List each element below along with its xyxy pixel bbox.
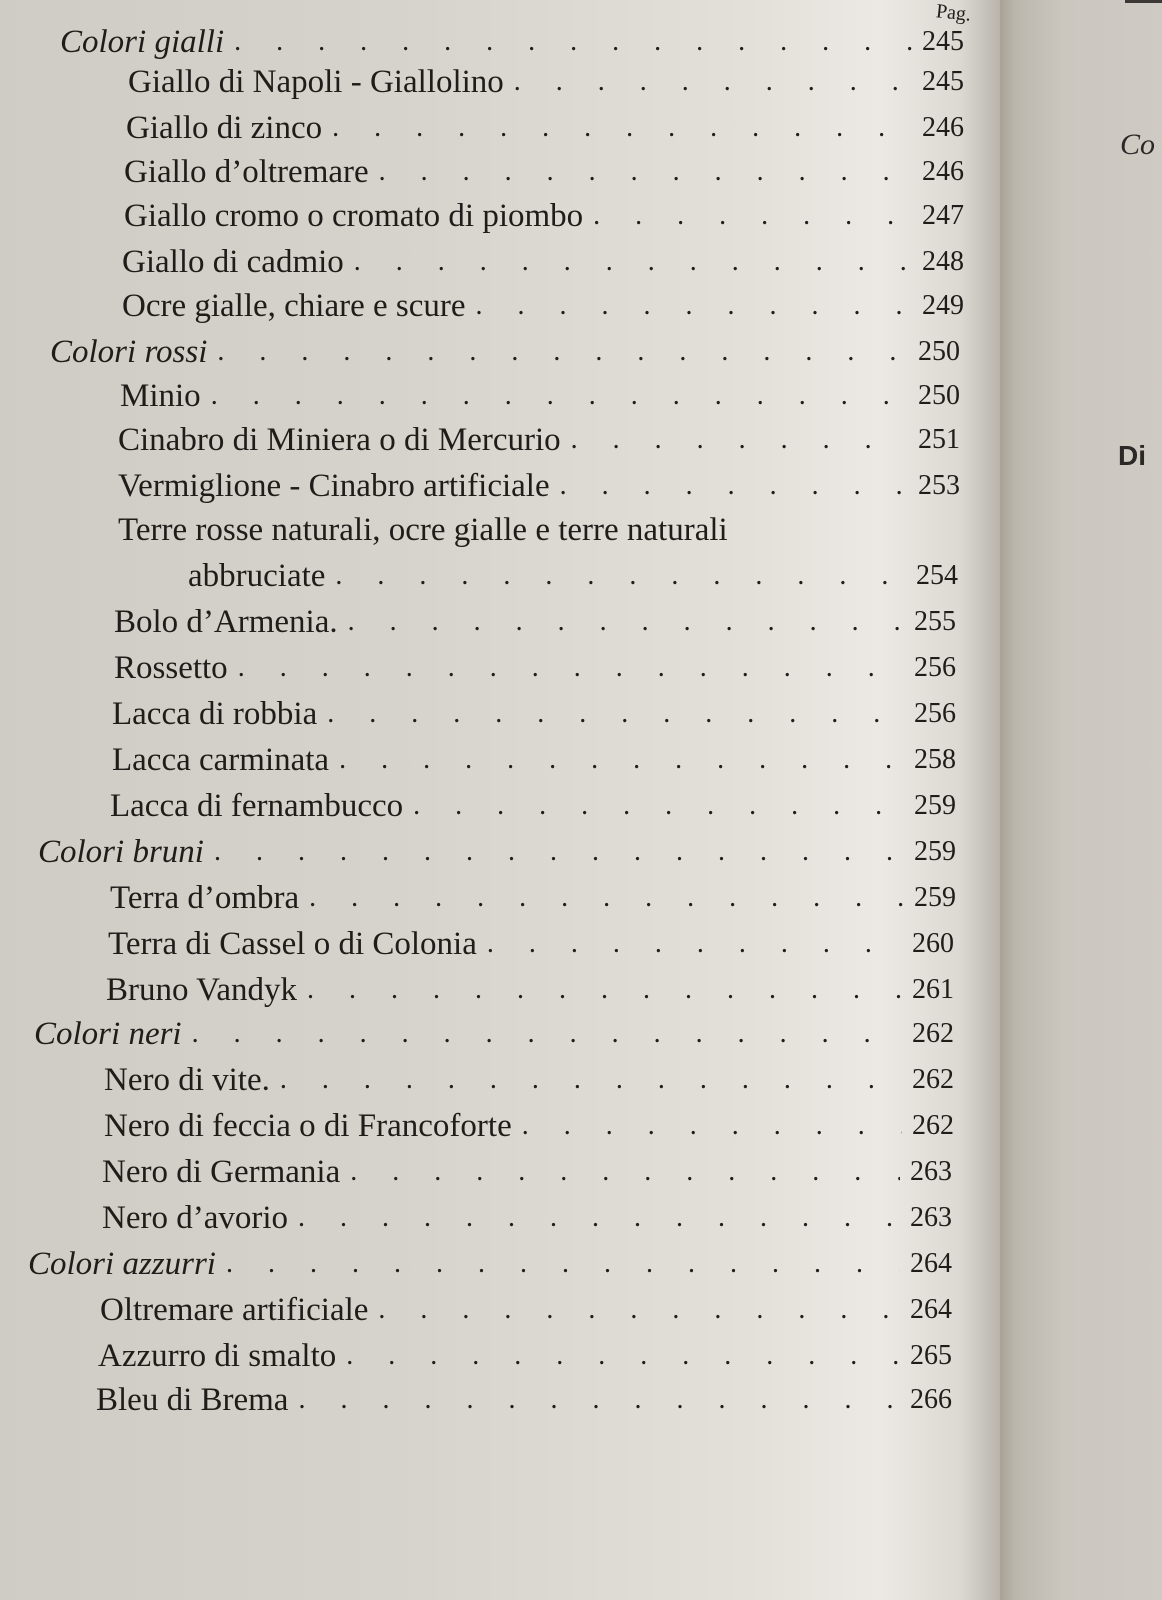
toc-entry-label: Oltremare artificiale [100, 1292, 369, 1328]
facing-page-bold-fragment: Di [1118, 440, 1146, 471]
dot-leader [309, 876, 904, 918]
toc-page-number: 251 [918, 424, 960, 455]
toc-page-number: 262 [912, 1018, 954, 1049]
toc-page-number: 255 [914, 606, 956, 637]
toc-entry-label: Colori bruni [38, 834, 204, 870]
dot-leader [514, 60, 912, 102]
dot-leader [413, 784, 904, 826]
dot-leader [354, 240, 912, 282]
dot-leader [593, 194, 912, 236]
toc-section-entry[interactable] [34, 1014, 964, 1054]
toc-entry-label: Lacca carminata [112, 742, 330, 778]
toc-entry-label: Giallo di Napoli - Giallolino [128, 64, 504, 100]
toc-entry-label: Lacca di fernambucco [110, 788, 404, 824]
toc-page-number: 260 [912, 928, 954, 959]
toc-entry-label: Nero di vite. [104, 1062, 270, 1098]
toc-entry[interactable] [122, 286, 974, 326]
toc-section-entry[interactable] [60, 22, 974, 62]
toc-entry[interactable] [188, 556, 968, 596]
toc-entry-label: Minio [120, 378, 201, 414]
toc-page-number: 254 [916, 560, 958, 591]
dot-leader [327, 692, 904, 734]
dot-leader [280, 1058, 902, 1100]
toc-page-number: 253 [918, 470, 960, 501]
toc-page-number: 246 [922, 156, 964, 187]
toc-entry[interactable] [112, 694, 966, 734]
toc-page-number: 264 [910, 1294, 952, 1325]
toc-entry[interactable] [126, 108, 974, 148]
toc-entry-label: Rossetto [114, 650, 228, 686]
toc-section-entry[interactable] [28, 1244, 962, 1284]
toc-entry-label: Giallo d’oltremare [124, 154, 369, 190]
dot-leader [307, 968, 902, 1010]
toc-entry[interactable] [124, 152, 974, 192]
toc-entry[interactable] [122, 242, 974, 282]
toc-entry-label: Colori gialli [60, 24, 225, 60]
dot-leader [234, 20, 912, 62]
toc-section-entry[interactable] [50, 332, 970, 372]
dot-leader [571, 418, 908, 460]
toc-page-number: 265 [910, 1340, 952, 1371]
dot-leader [560, 464, 908, 506]
dot-leader [522, 1104, 902, 1146]
toc-page-number: 259 [914, 790, 956, 821]
toc-entry-label: Nero di Germania [102, 1154, 341, 1190]
toc-page-number: 266 [910, 1384, 952, 1415]
toc-entry[interactable] [100, 1290, 962, 1330]
toc-page-number: 262 [912, 1110, 954, 1141]
dot-leader [211, 374, 908, 416]
toc-entry-label: Terra d’ombra [110, 880, 300, 916]
toc-entry[interactable] [110, 878, 966, 918]
toc-entry[interactable] [106, 970, 964, 1010]
toc-entry-label: Lacca di robbia [112, 696, 318, 732]
dot-leader [214, 830, 904, 872]
toc-entry-label: Giallo cromo o cromato di piombo [124, 198, 584, 234]
toc-entry-label: Bruno Vandyk [106, 972, 297, 1008]
toc-entry[interactable] [104, 1060, 964, 1100]
toc-entry-label: Giallo di zinco [126, 110, 323, 146]
toc-entry[interactable] [120, 376, 970, 416]
toc-entry-label: Nero d’avorio [102, 1200, 289, 1236]
toc-entry[interactable] [96, 1380, 962, 1420]
facing-page-italic-fragment: Co [1120, 128, 1156, 161]
toc-entry[interactable] [118, 466, 970, 506]
toc-page-number: 264 [910, 1248, 952, 1279]
toc-entry[interactable] [108, 924, 964, 964]
dot-leader [476, 284, 912, 326]
toc-entry[interactable] [110, 786, 966, 826]
dot-leader [339, 738, 904, 780]
toc-section-entry[interactable] [38, 832, 966, 872]
toc-entry-label: Ocre gialle, chiare e scure [122, 288, 466, 324]
toc-entry-label: Colori rossi [50, 334, 208, 370]
toc-entry-label: Terre rosse naturali, ocre gialle e terre naturali [118, 512, 728, 548]
dot-leader [335, 554, 906, 596]
dot-leader [217, 330, 908, 372]
toc-entry[interactable] [114, 602, 966, 642]
toc-entry-label: Colori neri [34, 1016, 182, 1052]
toc-page-number: 249 [922, 290, 964, 321]
dot-leader [298, 1196, 900, 1238]
toc-entry[interactable] [102, 1198, 962, 1238]
toc-entry-label: Bleu di Brema [96, 1382, 289, 1418]
toc-entry[interactable] [118, 510, 970, 550]
dot-leader [378, 1288, 900, 1330]
dot-leader [346, 1334, 900, 1376]
toc-page-number: 256 [914, 652, 956, 683]
toc-entry[interactable] [102, 1152, 962, 1192]
toc-entry-label: Vermiglione - Cinabro artificiale [118, 468, 550, 504]
toc-page-number: 261 [912, 974, 954, 1005]
toc-page-number: 262 [912, 1064, 954, 1095]
dot-leader [350, 1150, 900, 1192]
toc-page-number: 258 [914, 744, 956, 775]
toc-entry-label: Cinabro di Miniera o di Mercurio [118, 422, 561, 458]
toc-page-number: 245 [922, 26, 964, 57]
page-column-header: Pag. [934, 0, 973, 26]
toc-entry[interactable] [112, 740, 966, 780]
toc-page-number: 263 [910, 1156, 952, 1187]
toc-entry[interactable] [114, 648, 966, 688]
toc-entry-label: Colori azzurri [28, 1246, 216, 1282]
toc-page-number: 248 [922, 246, 964, 277]
toc-entry-label: Azzurro di smalto [98, 1338, 337, 1374]
dot-leader [238, 646, 904, 688]
toc-entry[interactable] [104, 1106, 964, 1146]
toc-page-number: 256 [914, 698, 956, 729]
toc-entry[interactable] [118, 420, 970, 460]
toc-page-number: 259 [914, 882, 956, 913]
dot-leader [487, 922, 902, 964]
toc-page-number: 245 [922, 66, 964, 97]
toc-entry[interactable] [124, 196, 974, 236]
dot-leader [226, 1242, 900, 1284]
dot-leader [298, 1378, 900, 1420]
toc-page-number: 263 [910, 1202, 952, 1233]
toc-entry-label: Bolo d’Armenia. [114, 604, 338, 640]
toc-page-number: 246 [922, 112, 964, 143]
toc-entry-label: abbruciate [188, 558, 326, 594]
right-page [1000, 0, 1162, 1600]
dot-leader [332, 106, 912, 148]
dot-leader [379, 150, 912, 192]
toc-entry[interactable] [98, 1336, 962, 1376]
toc-page-number: 250 [918, 380, 960, 411]
toc-entry-label: Terra di Cassel o di Colonia [108, 926, 477, 962]
toc-entry-label: Nero di feccia o di Francoforte [104, 1108, 512, 1144]
toc-page-number: 259 [914, 836, 956, 867]
toc-page-number: 247 [922, 200, 964, 231]
toc-entry[interactable] [128, 62, 974, 102]
dot-leader [192, 1012, 902, 1054]
dot-leader [348, 600, 904, 642]
toc-page-number: 250 [918, 336, 960, 367]
facing-page-rule [1125, 0, 1162, 3]
toc-entry-label: Giallo di cadmio [122, 244, 344, 280]
